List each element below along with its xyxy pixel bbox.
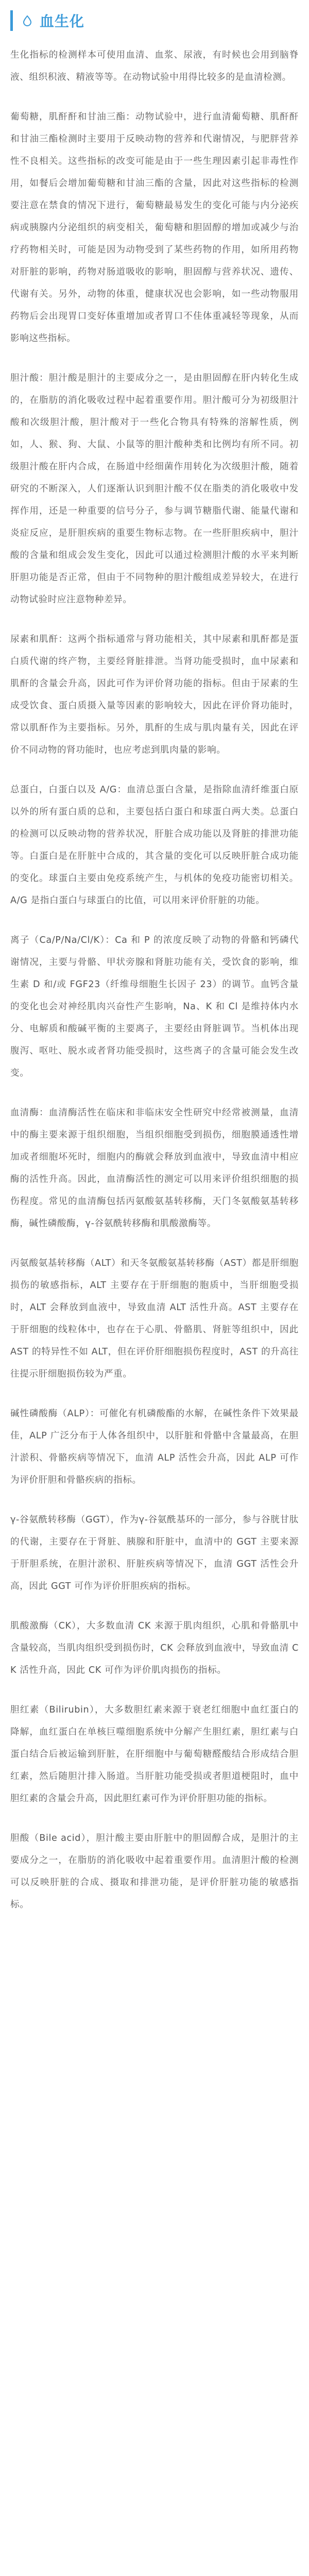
article-body — [10, 44, 299, 1916]
paragraph: 胆酸（Bile acid），胆汁酸主要由肝脏中的胆固醇合成，是胆汁的主要成分之一，在脂肪的消化吸收中起着重要作用。血清胆汁酸的检测可以反映肝脏的合成、摄取和排泄功能，是评价肝脏功能的敏感指标。 — [10, 1833, 299, 1910]
paragraph: 碱性磷酸酶（ALP）：可催化有机磷酸酯的水解，在碱性条件下效果最佳，ALP 广泛分布于人体各组织中，以肝脏和骨骼中含量最高，在胆汁淤积、骨骼疾病等情况下，血清 ALP 活性会升高，因此 ALP 可作为评价肝胆和骨骼疾病的指标。 — [10, 1409, 299, 1485]
paragraph: 尿素和肌酐：这两个指标通常与肾功能相关，其中尿素和肌酐都是蛋白质代谢的终产物，主要经肾脏排泄。当肾功能受损时，血中尿素和肌酐的含量会升高，因此可作为评价肾功能的指标。但由于尿素的生成受饮食、蛋白质摄入量等因素的影响较大，因此在评价肾功能时，常以肌酐作为主要指标。另外，肌酐的生成与肌肉量有关，因此在评价不同动物的肾功能时，也应考虑到肌肉量的影响。 — [10, 634, 299, 755]
paragraph: 肌酸激酶（CK），大多数血清 CK 来源于肌肉组织，心肌和骨骼肌中含量较高，当肌肉组织受到损伤时，CK 会释放到血液中，导致血清 CK 活性升高，因此 CK 可作为评价肌肉损伤的指标。 — [10, 1621, 299, 1675]
paragraph: 总蛋白，白蛋白以及 A/G：血清总蛋白含量，是指除血清纤维蛋白原以外的所有蛋白质的总和，主要包括白蛋白和球蛋白两大类。总蛋白的检测可以反映动物的营养状况，肝脏合成功能以及肾脏的排泄功能等。白蛋白是在肝脏中合成的，其含量的变化可以反映肝脏合成功能的变化。球蛋白主要由免疫系统产生，与机体的免疫功能密切相关。A/G 是指白蛋白与球蛋白的比值，可以用来评价肝脏的功能。 — [10, 785, 299, 906]
paragraph: 生化指标的检测样本可使用血清、血浆、尿液，有时候也会用到脑脊液、组织积液、精液等等。在动物试验中用得比较多的是血清检测。 — [10, 50, 299, 82]
paragraph: 血清酶：血清酶活性在临床和非临床安全性研究中经常被测量，血清中的酶主要来源于组织细胞，当组织细胞受到损伤，细胞膜通透性增加或者细胞坏死时，细胞内的酶就会释放到血液中，导致血清中相应酶的活性升高。因此，血清酶活性的测定可以用来评价组织细胞的损伤程度。常见的血清酶包括丙氨酸氨基转移酶，天门冬氨酸氨基转移酶，碱性磷酸酶，γ-谷氨酰转移酶和肌酸激酶等。 — [10, 1108, 299, 1229]
section-header — [10, 10, 299, 31]
paragraph: 胆红素（Bilirubin），大多数胆红素来源于衰老红细胞中血红蛋白的降解，血红蛋白在单核巨噬细胞系统中分解产生胆红素，胆红素与白蛋白结合后被运输到肝脏，在肝细胞中与葡萄糖醛酸结合形成结合胆红素，然后随胆汁排入肠道。当肝脏功能受损或者胆道梗阻时，血中胆红素的含量会升高，因此胆红素可作为评价肝胆功能的指标。 — [10, 1705, 299, 1804]
paragraph: 离子（Ca/P/Na/Cl/K）：Ca 和 P 的浓度反映了动物的骨骼和钙磷代谢情况，主要与骨骼、甲状旁腺和肾脏功能有关，受饮食的影响，维生素 D 和/或 FGF23（纤维母细胞生长因子 23）的调节。血钙含量的变化也会对神经肌肉兴奋性产生影响，Na、K 和 Cl 是维持体内水分、电解质和酸碱平衡的主要离子，主要经由肾脏调节。当机体出现腹泻、呕吐、脱水或者肾功能受损时，这些离子的含量可能会发生改变。 — [10, 935, 299, 1078]
section-title: 血生化 — [40, 13, 85, 30]
dropper-icon — [20, 13, 35, 28]
paragraph: 胆汁酸：胆汁酸是胆汁的主要成分之一，是由胆固醇在肝内转化生成的，在脂肪的消化吸收过程中起着重要作用。胆汁酸可分为初级胆汁酸和次级胆汁酸，胆汁酸对于一些化合物具有特殊的溶解性质，例如，人、猴、狗、大鼠、小鼠等的胆汁酸种类和比例均有所不同。初级胆汁酸在肝内合成，在肠道中经细菌作用转化为次级胆汁酸，随着研究的不断深入，人们逐渐认识到胆汁酸不仅在脂类的消化吸收中发挥作用，还是一种重要的信号分子，参与调节糖脂代谢、能量代谢和炎症反应，是肝胆疾病的重要生物标志物。在一些肝胆疾病中，胆汁酸的含量和组成会发生变化，因此可以通过检测胆汁酸的水平来判断肝胆功能是否正常，但由于不同物种的胆汁酸组成差异较大，在进行动物试验时应注意物种差异。 — [10, 373, 299, 605]
paragraph: 丙氨酸氨基转移酶（ALT）和天冬氨酸氨基转移酶（AST）都是肝细胞损伤的敏感指标，ALT 主要存在于肝细胞的胞质中，当肝细胞受损时，ALT 会释放到血液中，导致血清 ALT 活性升高。AST 主要存在于肝细胞的线粒体中，也存在于心肌、骨骼肌、肾脏等组织中，因此 AST 的特异性不如 ALT，但在评价肝细胞损伤程度时，AST 的升高往往提示肝细胞损伤较为严重。 — [10, 1258, 299, 1379]
paragraph: 葡萄糖，肌酐酐和甘油三酯：动物试验中，进行血清葡萄糖、肌酐酐和甘油三酯检测时主要用于反映动物的营养和代谢情况，与肥胖营养性不良相关。这些指标的改变可能是由于一些生理因素引起非毒性作用，如餐后会增加葡萄糖和甘油三酯的含量，因此对这些指标的检测要注意在禁食的情况下进行，葡萄糖最易发生的变化可能与内分泌疾病或胰腺内分泌组织的病变相关，葡萄糖和胆固醇的增加或减少与治疗药物相关时，可能是因为动物受到了某些药物的作用，如所用药物对肝脏的影响，药物对肠道吸收的影响，胆固醇与营养状况、遗传、代谢有关。另外，动物的体重，健康状况也会影响，如一些动物服用药物后会出现胃口变好体重增加或者胃口不佳体重减轻等现象，从而影响这些指标。 — [10, 112, 299, 344]
paragraph: γ-谷氨酰转移酶（GGT），作为γ-谷氨酰基环的一部分，参与谷胱甘肽的代谢，主要存在于肾脏、胰腺和肝脏中，血清中的 GGT 主要来源于肝胆系统，在胆汁淤积、肝脏疾病等情况下，血清 GGT 活性会升高，因此 GGT 可作为评价肝胆疾病的指标。 — [10, 1515, 299, 1591]
